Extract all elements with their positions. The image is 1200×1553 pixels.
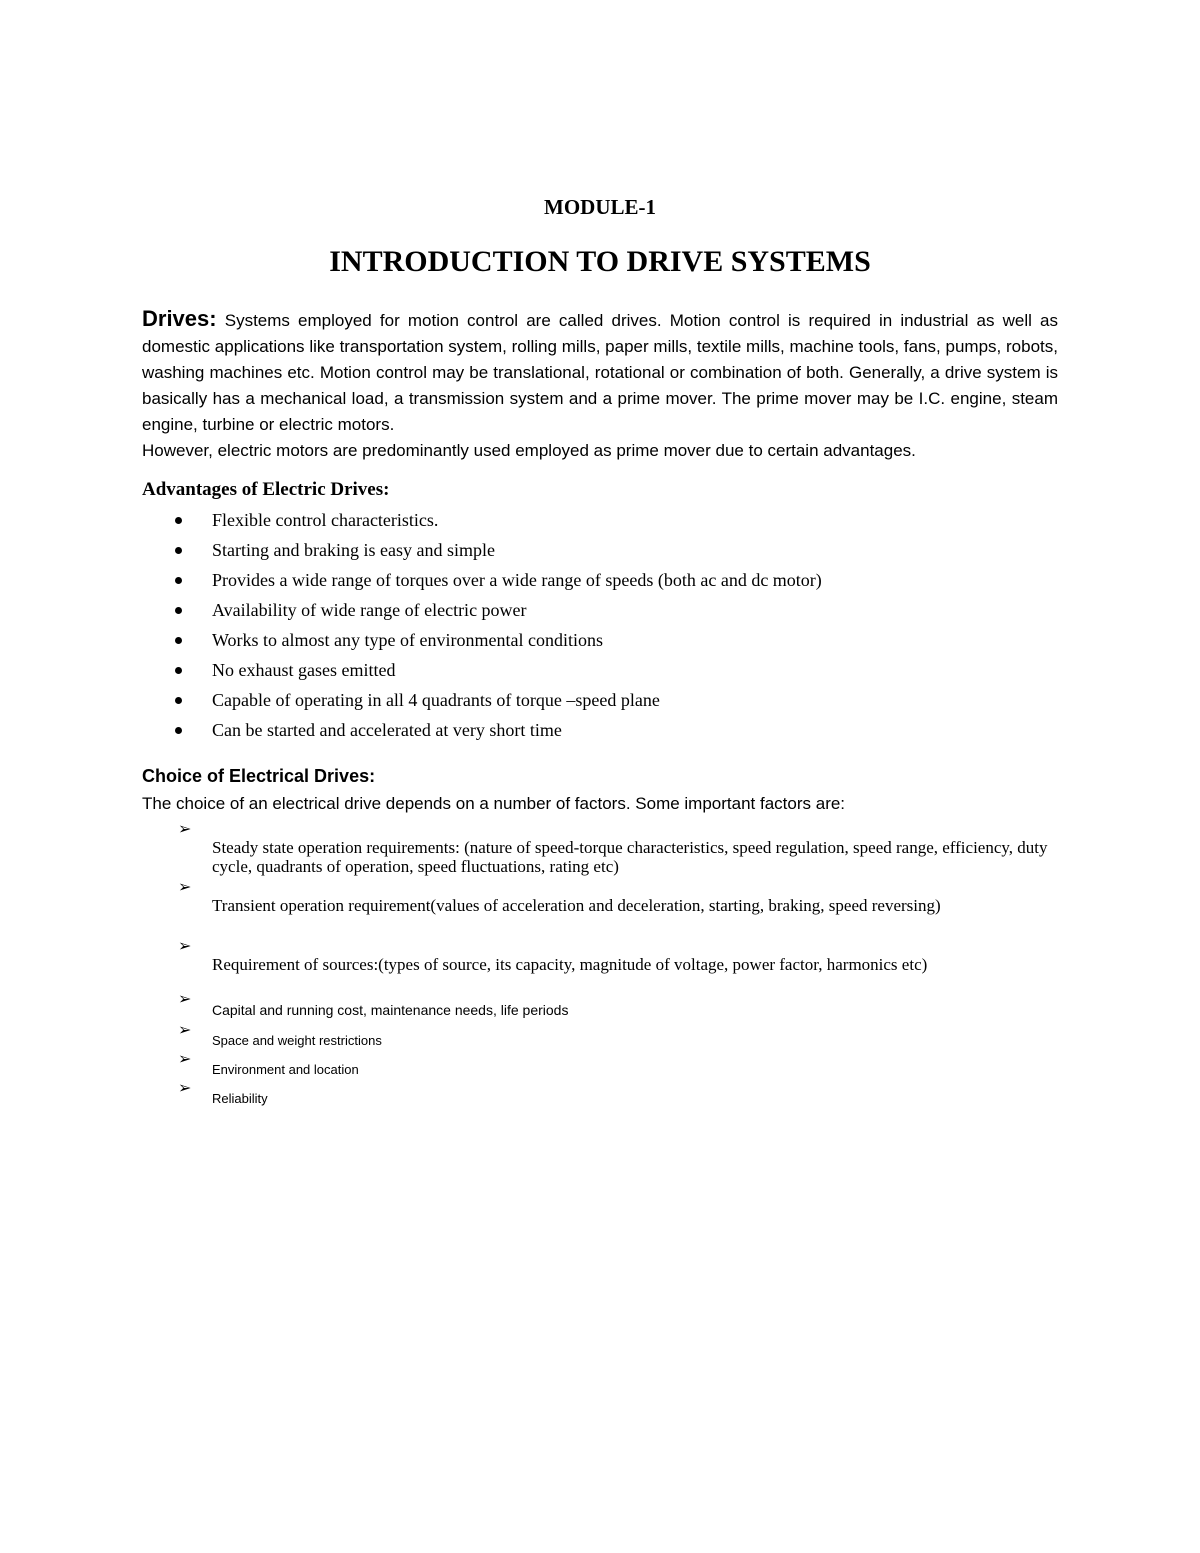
factor-text: Capital and running cost, maintenance needs, life periods — [212, 1002, 569, 1018]
advantages-list — [142, 505, 1058, 745]
advantage-text: No exhaust gases emitted — [212, 660, 396, 680]
factor-text: Reliability — [212, 1091, 268, 1106]
factor-text: Space and weight restrictions — [212, 1033, 382, 1048]
bullet-icon — [175, 637, 182, 644]
factor-text: Steady state operation requirements: (nature of speed-torque characteristics, speed regulation, speed range, efficiency, duty cycle, quadrants of operation, speed fluctuations, rating etc) — [212, 838, 1048, 876]
factor-text: Requirement of sources:(types of source, its capacity, magnitude of voltage, power factor, harmonics etc) — [212, 955, 928, 974]
list-item — [142, 655, 1058, 685]
list-item — [142, 565, 1058, 595]
list-item — [142, 715, 1058, 745]
list-item — [142, 625, 1058, 655]
bullet-icon — [175, 607, 182, 614]
advantages-heading: Advantages of Electric Drives: — [142, 479, 390, 500]
arrow-bullet-icon: ➢ — [178, 1020, 192, 1039]
advantage-text: Availability of wide range of electric power — [212, 600, 527, 620]
advantage-text: Capable of operating in all 4 quadrants of torque –speed plane — [212, 690, 660, 710]
advantage-text: Provides a wide range of torques over a wide range of speeds (both ac and dc motor) — [212, 570, 822, 590]
advantage-text: Works to almost any type of environmental conditions — [212, 630, 603, 650]
arrow-bullet-icon: ➢ — [178, 989, 192, 1008]
drives-last-line: However, electric motors are predominantly used employed as prime mover due to certain advantages. — [142, 441, 916, 460]
arrow-bullet-icon: ➢ — [178, 819, 192, 838]
advantage-text: Starting and braking is easy and simple — [212, 540, 495, 560]
list-item — [142, 595, 1058, 625]
bullet-icon — [175, 727, 182, 734]
bullet-icon — [175, 577, 182, 584]
arrow-bullet-icon: ➢ — [178, 877, 192, 896]
bullet-icon — [175, 547, 182, 554]
bullet-icon — [175, 667, 182, 674]
bullet-icon — [175, 517, 182, 524]
bullet-icon — [175, 697, 182, 704]
advantage-text: Can be started and accelerated at very short time — [212, 720, 562, 740]
choice-intro: The choice of an electrical drive depends on a number of factors. Some important factors are: — [142, 794, 846, 813]
factor-text: Transient operation requirement(values of acceleration and deceleration, starting, braking, speed reversing) — [212, 896, 941, 915]
advantage-text: Flexible control characteristics. — [212, 510, 439, 530]
arrow-bullet-icon: ➢ — [178, 936, 192, 955]
choice-heading: Choice of Electrical Drives: — [142, 766, 376, 786]
list-item — [142, 685, 1058, 715]
drives-lead: Drives: — [142, 306, 217, 331]
drives-paragraph — [142, 306, 1058, 464]
arrow-bullet-icon: ➢ — [178, 1078, 192, 1097]
factor-text: Environment and location — [212, 1062, 359, 1077]
list-item — [142, 505, 1058, 535]
drives-text: Systems employed for motion control are called drives. Motion control is required in industrial as well as domestic applications like transportation system, rolling mills, paper mills, textile mills, machine tools, fans, pumps, robots, washing machines etc. Motion control may be translational, rotational or combination of both. Generally, a drive system is basically has a mechanical load, a transmission system and a prime mover. The prime mover may be I.C. engine, steam engine, turbine or electric motors. — [142, 311, 1058, 434]
page-title: INTRODUCTION TO DRIVE SYSTEMS — [329, 245, 871, 278]
list-item — [142, 535, 1058, 565]
arrow-bullet-icon: ➢ — [178, 1049, 192, 1068]
module-label: MODULE-1 — [544, 195, 656, 219]
